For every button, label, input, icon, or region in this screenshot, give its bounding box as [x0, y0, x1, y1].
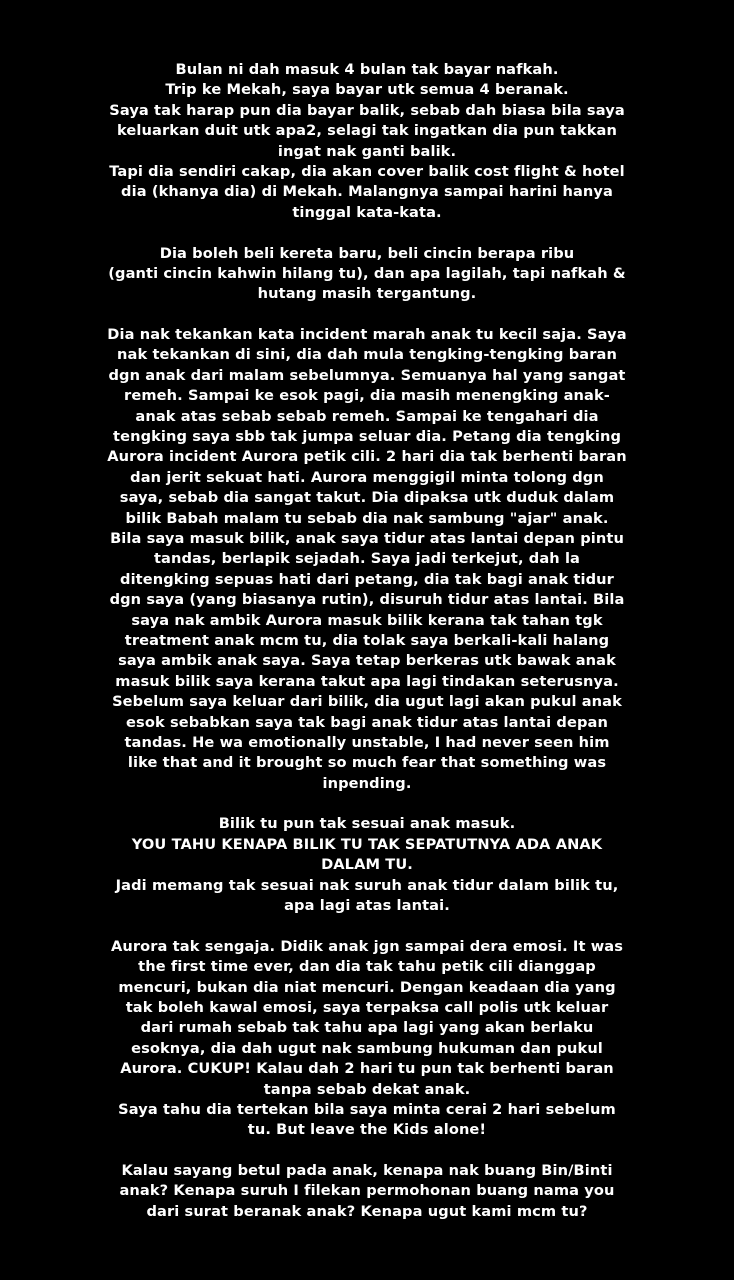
story-text-line: the first time ever, dan dia tak tahu petik cili dianggap [138, 958, 596, 976]
story-text-line: Saya tak harap pun dia bayar balik, sebab dah biasa bila saya [109, 101, 625, 119]
story-text-line: tandas, berlapik sejadah. Saya jadi terkejut, dah la [153, 550, 580, 568]
story-text-line: Sebelum saya keluar dari bilik, dia ugut lagi akan pukul anak [112, 693, 622, 711]
story-text-line: Jadi memang tak sesuai nak suruh anak tidur dalam bilik tu, [115, 876, 619, 894]
story-text-line: masuk bilik saya kerana takut apa lagi tindakan seterusnya. [115, 672, 619, 690]
story-text-line: hutang masih tergantung. [257, 285, 477, 303]
story-text-line: ditengking sepuas hati dari petang, dia tak bagi anak tidur [120, 570, 614, 588]
story-text-line: tinggal kata-kata. [292, 203, 442, 221]
story-text-line: ingat nak ganti balik. [277, 142, 457, 160]
story-text-line: Dia nak tekankan kata incident marah anak tu kecil saja. Saya [107, 326, 627, 344]
story-text-line: Dia boleh beli kereta baru, beli cincin berapa ribu [159, 244, 575, 262]
story-text-line: dari rumah sebab tak tahu apa lagi yang akan berlaku [140, 1019, 594, 1037]
story-text-line: dia (khanya dia) di Mekah. Malangnya sampai harini hanya [121, 183, 613, 201]
story-text-line: dari surat beranak anak? Kenapa ugut kami mcm tu? [146, 1202, 588, 1220]
story-text-line: nak tekankan di sini, dia dah mula tengking-tengking baran [117, 346, 617, 364]
story-text-line: Aurora tak sengaja. Didik anak jgn sampai dera emosi. It was [110, 937, 624, 955]
paragraph-gap [80, 916, 654, 936]
story-text-line: tu. But leave the Kids alone! [247, 1121, 487, 1139]
story-text [80, 60, 654, 1222]
story-text-line: dgn saya (yang biasanya rutin), disuruh tidur atas lantai. Bila [109, 591, 625, 609]
paragraph-gap [80, 1141, 654, 1161]
story-text-line: Trip ke Mekah, saya bayar utk semua 4 beranak. [165, 81, 569, 99]
story-text-line: anak atas sebab sebab remeh. Sampai ke tengahari dia [135, 407, 599, 425]
story-text-line: Aurora incident Aurora petik cili. 2 hari dia tak berhenti baran [107, 448, 627, 466]
story-text-line: Saya tahu dia tertekan bila saya minta cerai 2 hari sebelum [118, 1100, 616, 1118]
story-text-line: like that and it brought so much fear that something was [127, 754, 607, 772]
story-text-line: (ganti cincin kahwin hilang tu), dan apa lagilah, tapi nafkah & [108, 264, 626, 282]
story-text-line: Bilik tu pun tak sesuai anak masuk. [218, 815, 516, 833]
story-text-line: YOU TAHU KENAPA BILIK TU TAK SEPATUTNYA ADA ANAK [131, 835, 603, 853]
story-text-line: tak boleh kawal emosi, saya terpaksa call polis utk keluar [125, 998, 609, 1016]
story-text-line: keluarkan duit utk apa2, selagi tak ingatkan dia pun takkan [117, 122, 617, 140]
story-text-line: esok sebabkan saya tak bagi anak tidur atas lantai depan [126, 713, 608, 731]
story-text-line: saya nak ambik Aurora masuk bilik kerana tak tahan tgk [131, 611, 603, 629]
story-text-line: DALAM TU. [321, 856, 413, 874]
story-text-line: remeh. Sampai ke esok pagi, dia masih menengking anak- [124, 387, 610, 405]
story-text-line: apa lagi atas lantai. [284, 897, 450, 915]
story-text-line: esoknya, dia dah ugut nak sambung hukuman dan pukul [131, 1039, 603, 1057]
story-text-line: tandas. He wa emotionally unstable, I had never seen him [124, 733, 610, 751]
story-text-line: dgn anak dari malam sebelumnya. Semuanya hal yang sangat [108, 366, 626, 384]
paragraph-gap [80, 794, 654, 814]
story-text-line: Bulan ni dah masuk 4 bulan tak bayar nafkah. [175, 61, 559, 78]
paragraph-gap [80, 305, 654, 325]
story-text-line: anak? Kenapa suruh I filekan permohonan buang nama you [119, 1182, 615, 1200]
story-text-line: Kalau sayang betul pada anak, kenapa nak buang Bin/Binti [121, 1162, 613, 1180]
story-text-line: bilik Babah malam tu sebab dia nak sambung "ajar" anak. [125, 509, 609, 527]
paragraph-gap [80, 223, 654, 243]
story-text-line: mencuri, bukan dia niat mencuri. Dengan keadaan dia yang [118, 978, 616, 996]
story-text-line: saya, sebab dia sangat takut. Dia dipaksa utk duduk dalam [119, 489, 615, 507]
story-text-line: Aurora. CUKUP! Kalau dah 2 hari tu pun tak berhenti baran [120, 1060, 614, 1078]
story-text-line: inpending. [322, 774, 412, 792]
story-text-line: tanpa sebab dekat anak. [263, 1080, 471, 1098]
story-text-line: tengking saya sbb tak jumpa seluar dia. Petang dia tengking [113, 428, 621, 446]
story-text-line: dan jerit sekuat hati. Aurora menggigil minta tolong dgn [130, 468, 604, 486]
story-text-line: Bila saya masuk bilik, anak saya tidur atas lantai depan pintu [110, 529, 624, 547]
story-text-line: saya ambik anak saya. Saya tetap berkeras utk bawak anak [118, 652, 616, 670]
story-text-line: Tapi dia sendiri cakap, dia akan cover balik cost flight & hotel [109, 162, 625, 180]
story-text-line: treatment anak mcm tu, dia tolak saya berkali-kali halang [124, 631, 610, 649]
